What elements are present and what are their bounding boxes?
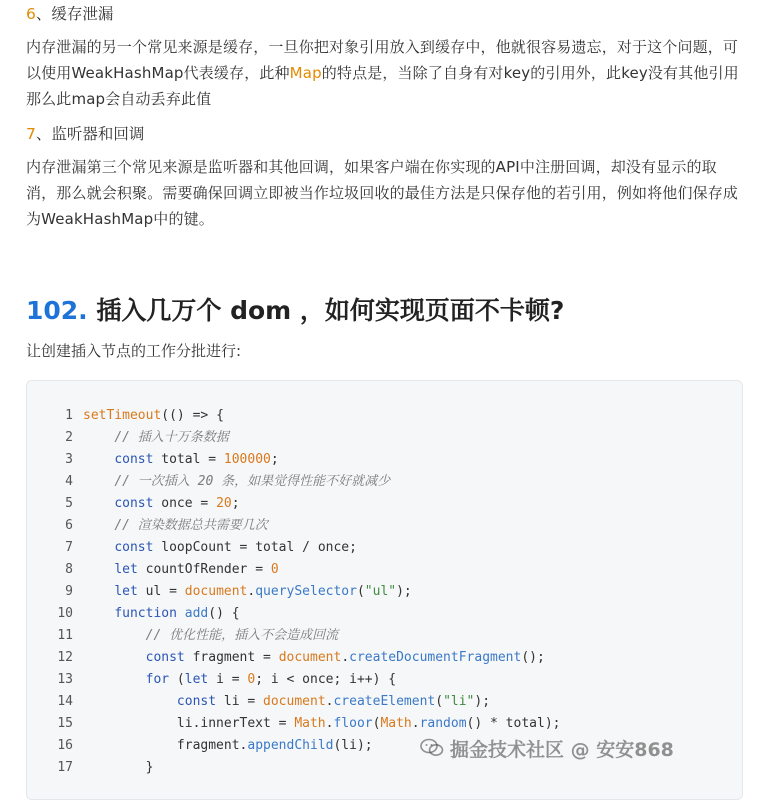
line-number: 2 [65,430,73,445]
line-number: 17 [57,760,73,775]
code-text: // 渲染数据总共需要几次 [114,518,268,533]
wechat-icon [420,738,444,758]
code-text: li.innerText = Math.floor(Math.random() * total); [83,716,561,731]
code-line [27,405,742,427]
line-number: 1 [65,408,73,423]
code-text: // 插入十万条数据 [114,430,229,445]
line-number: 3 [65,452,73,467]
section-6-title: 、缓存泄漏 [35,5,114,23]
section-6-text-2: 的特点是，当除了自身有对key的引用外，此key没有其他引用那么此map会自动丢弃此值 [26,64,739,108]
code-text: const li = document.createElement("li"); [176,694,491,709]
section-7-paragraph: 内存泄漏第三个常见来源是监听器和其他回调，如果客户端在你实现的API中注册回调，却没有显示的取消，那么就会积聚。需要确保回调立即被当作垃圾回收的最佳方法是只保存他的若引用，例如将他们保存成为WeakHashMap中的键。 [26,158,739,228]
section-7-title: 、监听器和回调 [35,125,145,143]
section-6-heading [26,0,743,28]
code-line [27,493,742,515]
code-line [27,537,742,559]
line-number: 12 [57,650,73,665]
code-line [27,691,742,713]
code-text: for (let i = 0; i < once; i++) { [145,672,397,687]
section-6-text-1: 内存泄漏的另一个常见来源是缓存，一旦你把对象引用放入到缓存中，他就很容易遗忘，对于这个问题，可以使用WeakHashMap代表缓存，此种 [26,38,739,82]
line-number: 16 [57,738,73,753]
line-number: 4 [65,474,73,489]
code-text: } [83,760,154,775]
line-number: 8 [65,562,73,577]
code-text: let ul = document.querySelector("ul"); [114,584,412,599]
code-text: const loopCount = total / once; [114,540,357,555]
question-intro: 让创建插入节点的工作分批进行: [26,342,242,360]
article-content [26,0,743,364]
code-line [27,427,742,449]
code-line [27,647,742,669]
line-number: 13 [57,672,73,687]
question-heading [26,294,743,328]
question-title: 插入几万个 dom ，如何实现页面不卡顿? [87,296,565,325]
line-number: 15 [57,716,73,731]
map-highlight: Map [289,64,322,82]
code-line [27,471,742,493]
code-text: const once = 20; [114,496,240,511]
code-text: const fragment = document.createDocumentFragment(); [145,650,545,665]
line-number: 9 [65,584,73,599]
question-number: 102. [26,296,88,325]
section-7-heading [26,120,743,148]
section-6-number: 6 [26,5,36,23]
code-line [27,515,742,537]
code-line [27,713,742,735]
watermark-text: 掘金技术社区 @ 安安868 [450,738,674,761]
code-line [27,603,742,625]
code-line [27,581,742,603]
code-text: // 优化性能，插入不会造成回流 [145,628,339,643]
code-text: setTimeout(() => { [83,408,224,423]
section-6-paragraph [26,34,743,112]
code-line [27,625,742,647]
line-number: 7 [65,540,73,555]
code-text: const total = 100000; [114,452,279,467]
code-line [27,449,742,471]
code-line [27,669,742,691]
section-7-number: 7 [26,125,36,143]
line-number: 11 [57,628,73,643]
code-text: function add() { [114,606,240,621]
line-number: 6 [65,518,73,533]
code-text: // 一次插入 20 条，如果觉得性能不好就减少 [114,474,391,489]
watermark [420,733,674,763]
code-line [27,559,742,581]
line-number: 14 [57,694,73,709]
line-number: 10 [57,606,73,621]
code-text: let countOfRender = 0 [114,562,279,577]
code-text: fragment.appendChild(li); [83,738,373,753]
line-number: 5 [65,496,73,511]
